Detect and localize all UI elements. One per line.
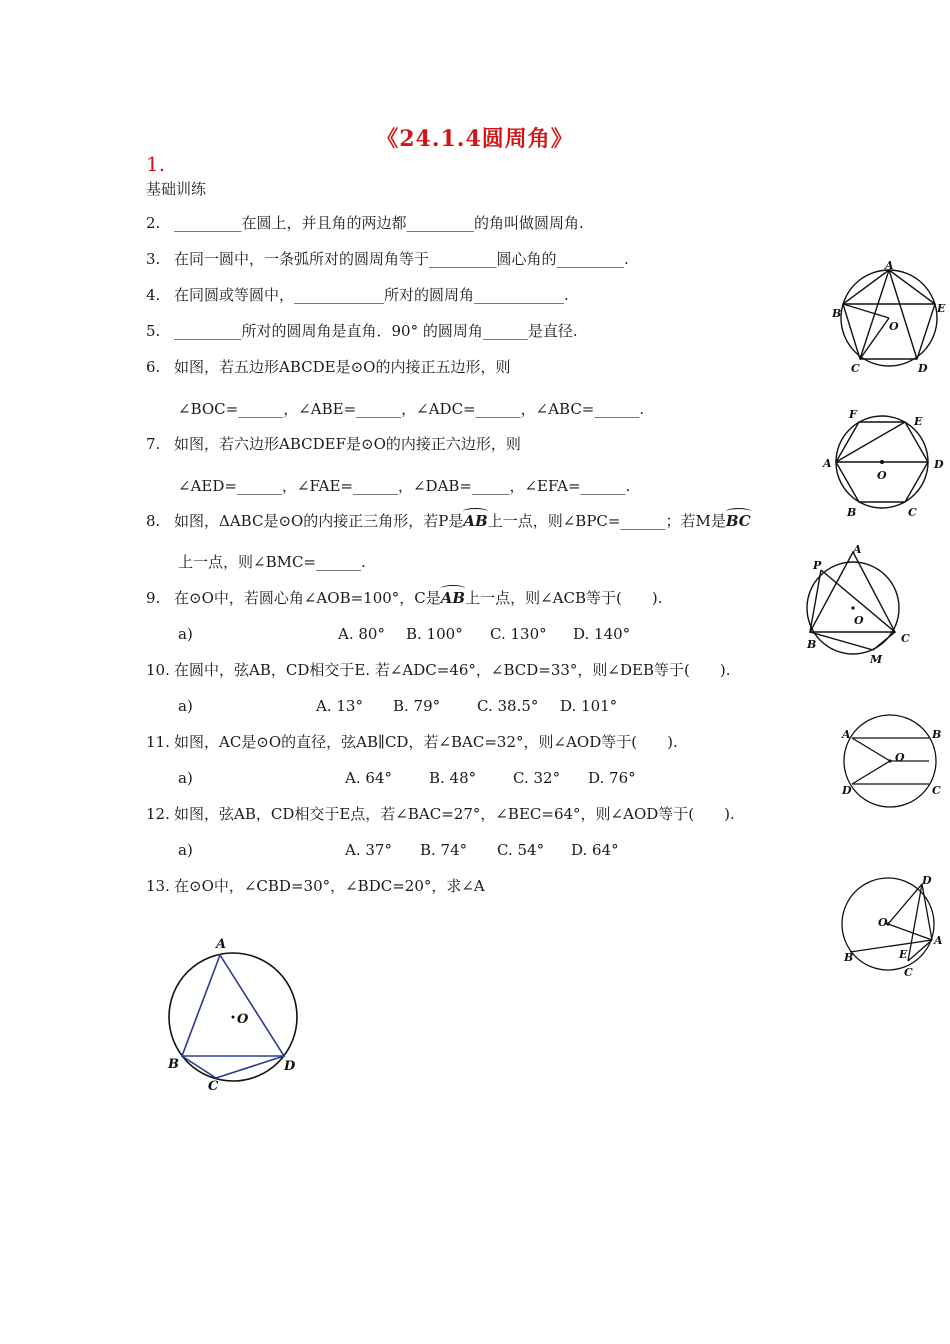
label-b: B xyxy=(168,1057,179,1072)
question-11 xyxy=(146,732,678,752)
question-4 xyxy=(146,285,569,305)
question-number: 13. xyxy=(146,877,170,895)
question-7-answers: ∠AED=______，∠FAE=______，∠DAB=_____，∠EFA=______. xyxy=(178,477,631,495)
label-f: F xyxy=(849,408,857,421)
question-7 xyxy=(146,434,521,454)
label-d: D xyxy=(918,362,928,375)
option-a: A. 13° xyxy=(316,697,363,715)
question-10 xyxy=(146,660,730,680)
label-a: A xyxy=(934,934,943,947)
label-o: O xyxy=(895,751,905,764)
label-e: E xyxy=(914,415,923,428)
question-number: 8. xyxy=(146,512,161,530)
option-label: a) xyxy=(178,697,193,715)
question-number: 2. xyxy=(146,214,161,232)
option-a: A. 80° xyxy=(338,625,385,643)
label-a: A xyxy=(216,937,227,952)
option-a: A. 64° xyxy=(345,769,392,787)
label-d: D xyxy=(934,458,944,471)
option-b: B. 48° xyxy=(429,769,477,787)
question-6 xyxy=(146,357,510,377)
question-text: 在同一圆中，一条弧所对的圆周角等于_________圆心角的_________. xyxy=(174,250,629,268)
page-title: 《24.1.4圆周角》 xyxy=(376,126,574,152)
option-label: a) xyxy=(178,625,193,643)
arc-ab: AB xyxy=(440,589,466,607)
label-o: O xyxy=(877,469,887,482)
option-c: C. 54° xyxy=(497,841,545,859)
label-o: O xyxy=(854,614,864,627)
label-a: A xyxy=(842,728,851,741)
label-c: C xyxy=(208,1079,219,1094)
label-m: M xyxy=(870,653,883,666)
question-number: 11. xyxy=(146,733,170,751)
question-6-answers: ∠BOC=______，∠ABE=______，∠ADC=______，∠ABC=______. xyxy=(178,400,645,418)
question-text: 上一点，则∠ACB等于( ). xyxy=(465,589,663,607)
label-o: O xyxy=(889,320,899,333)
arc-bc: BC xyxy=(725,512,751,530)
figure-triangle xyxy=(803,540,933,665)
label-o: O xyxy=(237,1012,249,1027)
option-d: D. 64° xyxy=(571,841,619,859)
question-text: 在同圆或等圆中，____________所对的圆周角____________. xyxy=(174,286,569,304)
label-d: D xyxy=(842,784,852,797)
label-b: B xyxy=(844,951,854,964)
label-a: A xyxy=(823,457,832,470)
label-c: C xyxy=(932,784,941,797)
label-c: C xyxy=(908,506,917,519)
label-b: B xyxy=(832,307,842,320)
label-c: C xyxy=(851,362,860,375)
question-number: 3. xyxy=(146,250,161,268)
label-b: B xyxy=(847,506,857,519)
label-d: D xyxy=(284,1059,296,1074)
option-b: B. 79° xyxy=(393,697,441,715)
option-d: D. 76° xyxy=(588,769,636,787)
figure-parallel-chords xyxy=(838,712,950,807)
section-number: 1. xyxy=(146,152,166,176)
question-text: 如图，若六边形ABCDEF是⊙O的内接正六边形，则 xyxy=(174,435,521,453)
question-5 xyxy=(146,321,578,341)
question-text: 在⊙O中，若圆心角∠AOB=100°，C是 xyxy=(174,589,441,607)
option-label: a) xyxy=(178,769,193,787)
question-number: 5. xyxy=(146,322,161,340)
option-b: B. 100° xyxy=(406,625,463,643)
question-number: 9. xyxy=(146,589,161,607)
option-label: a) xyxy=(178,841,193,859)
question-2 xyxy=(146,213,584,233)
option-d: D. 140° xyxy=(573,625,631,643)
label-a: A xyxy=(885,259,894,272)
question-text: _________所对的圆周角是直角．90° 的圆周角______是直径. xyxy=(174,322,578,340)
question-8 xyxy=(146,511,751,531)
question-3 xyxy=(146,249,629,269)
figure-hexagon xyxy=(820,405,950,520)
figure-intersecting-chords xyxy=(836,868,950,983)
label-c: C xyxy=(904,966,913,979)
section-label: 基础训练 xyxy=(146,180,207,198)
question-text: 如图，ΔABC是⊙O的内接正三角形，若P是 xyxy=(174,512,464,530)
option-c: C. 130° xyxy=(490,625,547,643)
label-e: E xyxy=(937,302,946,315)
question-number: 6. xyxy=(146,358,161,376)
label-e: E xyxy=(899,948,908,961)
question-number: 10. xyxy=(146,661,170,679)
arc-ab: AB xyxy=(463,512,488,530)
question-text: 如图，若五边形ABCDE是⊙O的内接正五边形，则 xyxy=(174,358,511,376)
question-13 xyxy=(146,876,485,896)
label-b: B xyxy=(807,638,817,651)
label-o: O xyxy=(878,916,888,929)
question-text: 上一点，则∠BPC=______；若M是 xyxy=(487,512,726,530)
question-12 xyxy=(146,804,735,824)
label-c: C xyxy=(901,632,910,645)
figure-q13 xyxy=(160,930,310,1094)
question-text: _________在圆上，并且角的两边都_________的角叫做圆周角. xyxy=(174,214,584,232)
question-9 xyxy=(146,588,662,608)
question-number: 4. xyxy=(146,286,161,304)
question-number: 7. xyxy=(146,435,161,453)
option-b: B. 74° xyxy=(420,841,468,859)
question-text: 在圆中，弦AB，CD相交于E. 若∠ADC=46°，∠BCD=33°，则∠DEB等于( ). xyxy=(174,661,731,679)
label-a: A xyxy=(853,543,862,556)
option-c: C. 32° xyxy=(513,769,561,787)
question-8-line2: 上一点，则∠BMC=______. xyxy=(178,553,366,571)
option-a: A. 37° xyxy=(345,841,392,859)
question-number: 12. xyxy=(146,805,170,823)
question-text: 如图，AC是⊙O的直径，弦AB∥CD，若∠BAC=32°，则∠AOD等于( ). xyxy=(174,733,678,751)
label-b: B xyxy=(932,728,942,741)
question-text: 在⊙O中，∠CBD=30°，∠BDC=20°，求∠A xyxy=(174,877,485,895)
option-d: D. 101° xyxy=(560,697,618,715)
figure-pentagon xyxy=(830,260,950,380)
question-text: 如图，弦AB，CD相交于E点，若∠BAC=27°，∠BEC=64°，则∠AOD等于( ). xyxy=(174,805,735,823)
option-c: C. 38.5° xyxy=(477,697,539,715)
label-d: D xyxy=(922,874,932,887)
label-p: P xyxy=(813,559,822,572)
